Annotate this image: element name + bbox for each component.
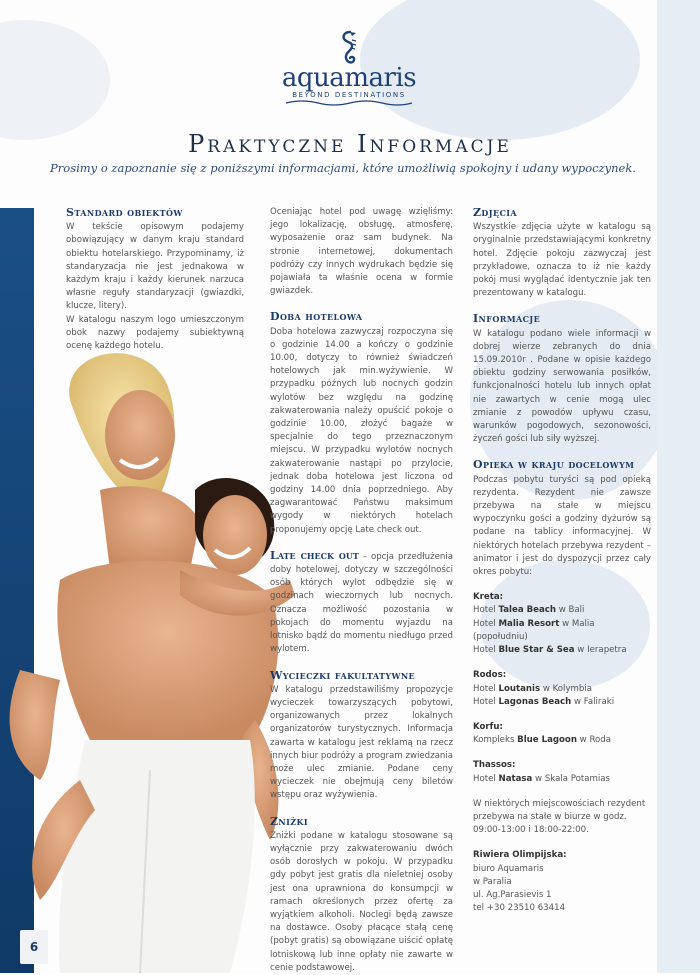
- resident-office-note: W niektórych miejscowościach rezydent przebywa na stałe w biurze w godz. 09:00-13:00 i 18:00-22:00.: [473, 798, 646, 836]
- map-background-shape: [0, 20, 110, 140]
- contact-line: tel +30 23510 63414: [473, 903, 566, 914]
- late-paragraph: [270, 549, 453, 657]
- region-label: Thassos:: [473, 760, 516, 771]
- page-title: Praktyczne Informacje: [188, 130, 512, 158]
- brand-name: aquamaris: [281, 63, 417, 93]
- late-heading: Late check out: [270, 548, 359, 562]
- hotel-line: Hotel Loutanis w Kolymbia: [473, 683, 593, 694]
- column-left: [66, 206, 244, 353]
- contact-line: w Paralia: [473, 876, 512, 887]
- brand-logo: [278, 30, 420, 120]
- doba-paragraph: Doba hotelowa zazwyczaj rozpoczyna się o godzinie 14.00 a kończy o godzinie 10.00, dotyczy to również świadczeń hotelowych jak min.wyżywienie. W przypadku późnych lub nocnych godzin wylotów bez względu na godzinę zakwaterowania należy opuścić pokoje o godzinie 10.00, złożyć bagaże w specjalnie do tego przeznaczonym miejscu. W przypadku wylotów nocnych zakwaterowanie nastąpi po przylocie, jednak doba hotelowa jest liczona od godziny 14.00 dnia poprzedniego. Aby zagwarantować Państwu maksimum wygody w niektórych hotelach proponujemy opcję Late check out.: [270, 326, 453, 535]
- brand-tagline: BEYOND DESTINATIONS: [292, 91, 406, 99]
- znizki-heading: Zniżki: [270, 814, 309, 828]
- region-korfu: [473, 721, 651, 747]
- contact-line: biuro Aquamaris: [473, 863, 544, 874]
- contact-block: [473, 849, 651, 915]
- couple-photo: [0, 340, 300, 973]
- opieka-heading: Opieka w kraju docelowym: [473, 458, 635, 472]
- late-text: – opcja przedłużenia doby hotelowej, dotyczy w szczególności osób których wylot odbędzie się w godzinach wieczornych lub nocnych. Oznacza możliwość pozostania w pokojach do momentu wyjazdu na lotnisko bądź do momentu niedługo przed wylotem.: [270, 551, 453, 655]
- standard-heading: Standard obiektów: [66, 206, 183, 219]
- hotel-line: Kompleks Blue Lagoon w Roda: [473, 735, 612, 746]
- region-kreta: [473, 591, 651, 657]
- standard-paragraph-2: W katalogu naszym logo umieszczonym obok nazwy podajemy subiektywną ocenę każdego hotelu.: [66, 314, 244, 352]
- hotel-line: Hotel Talea Beach w Bali: [473, 605, 585, 616]
- opieka-paragraph: Podczas pobytu turyści są pod opieką rezydenta. Rezydent nie zawsze przebywa na stałe w miejscu wypoczynku gości a godziny dyżurów są podane na tablicy informacyjnej. W niektórych hotelach przebywa rezydent – animator i jest do dyspozycji przez cały okres pobytu:: [473, 474, 651, 578]
- hotel-line: Hotel Malia Resort w Malia (popołudniu): [473, 618, 595, 642]
- znizki-paragraph: Zniżki podane w katalogu stosowane są wyłącznie przy zakwaterowaniu dwóch osób dorosłych w pokoju. W przypadku gdy pobyt jest gratis dla nieletniej osoby jest ona uprawniona do konsumpcji w ramach określonych przez ofertę za wyjątkiem alkoholi. Noclegi będą zawsze na dostawce. Osoby płacące stałą cenę (pobyt gratis) są obowiązane uiścić opłatę lotniskową lub inne opłaty nie zawarte w cenie podstawowej.: [270, 830, 453, 973]
- contact-line: ul. Ag.Parasievis 1: [473, 889, 552, 900]
- contact-label: Riwiera Olimpijska:: [473, 850, 567, 861]
- region-label: Rodos:: [473, 670, 507, 681]
- hotel-line: Hotel Lagonas Beach w Faliraki: [473, 696, 615, 707]
- standard-paragraph: W tekście opisowym podajemy obowiązujący w danym kraju standard obiektu hotelarskiego. Przypominamy, iż standaryzacja nie jest jednakowa w każdym kraju i każdy kierunek narzuca własne reguły standaryzacji (gwiazdki, klucze, litery).: [66, 222, 244, 312]
- wycieczki-paragraph: W katalogu przedstawiliśmy propozycje wycieczek towarzyszących pobytowi, organizowanych przez lokalnych organizatorów turystycznych. Informacja zawarta w katalogu jest reklamą na rzecz innych biur podróży a program zwiedzania może ulec zmianie. Podane ceny wycieczek nie obejmują ceny biletów wstępu oraz wyżywienia.: [270, 684, 453, 801]
- column-middle: [270, 206, 453, 975]
- wycieczki-heading: Wycieczki fakultatywne: [270, 668, 416, 682]
- page-number: 6: [20, 930, 48, 964]
- informacje-paragraph: W katalogu podano wiele informacji w dobrej wierze zebranych do dnia 15.09.2010r . Podane w opisie każdego obiektu godziny serwowania posiłków, funkcjonalności hotelu lub innych opłat nie zawartych w cenie mogą ulec zmianie z powodów upływu czasu, warunków pogodowych, sezonowości, życzeń gości lub siły wyższej.: [473, 328, 651, 445]
- region-label: Kreta:: [473, 592, 504, 603]
- wave-icon: [284, 99, 414, 107]
- column-right: [473, 206, 651, 915]
- standard-paragraph-3: Oceniając hotel pod uwagę wzięliśmy: jego lokalizację, obsługę, atmosferę, wyposażenie oraz sam budynek. Na stronie internetowej, dokumentach podróży czy innych wydrukach będzie się pojawiała ta właśnie ocena w formie gwiazdek.: [270, 207, 453, 297]
- region-thassos: [473, 759, 651, 785]
- hotel-line: Hotel Blue Star & Sea w Ierapetra: [473, 645, 627, 656]
- doba-heading: Doba hotelowa: [270, 310, 363, 324]
- zdjecia-paragraph: Wszystkie zdjęcia użyte w katalogu są oryginalnie przedstawiającymi konkretny hotel. Zdjęcie pokoju zazwyczaj jest przykładowe, oznacza to iż nie każdy pokój musi wyglądać identycznie jak ten prezentowany w katalogu.: [473, 222, 651, 299]
- hotel-line: Hotel Natasa w Skala Potamias: [473, 773, 611, 784]
- region-label: Korfu:: [473, 721, 503, 732]
- region-rodos: [473, 669, 651, 709]
- zdjecia-heading: Zdjęcia: [473, 206, 517, 219]
- page-subtitle: Prosimy o zapoznanie się z poniższymi informacjami, które umożliwią spokojny i udany wypoczynek.: [50, 161, 636, 175]
- informacje-heading: Informacje: [473, 312, 541, 326]
- seahorse-icon: [336, 30, 362, 66]
